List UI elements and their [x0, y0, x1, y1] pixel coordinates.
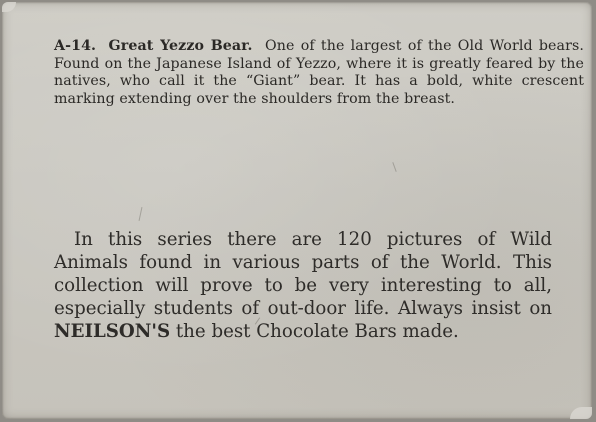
brand-name: NEILSON'S: [54, 321, 171, 342]
trading-card: [2, 2, 592, 419]
card-title: Great Yezzo Bear.: [108, 38, 253, 54]
description-text: One of the largest of the Old World bears. Found on the Japanese Island of Yezzo, where it is greatly feared by the natives, who call it the “Giant” bear. It has a bold, white crescent marking extending over the shoulders from the breast.: [54, 38, 584, 107]
surface-scratch: [392, 162, 396, 172]
card-number: A-14.: [54, 38, 97, 54]
worn-corner-bottom-right: [570, 407, 592, 419]
series-text-before: In this series there are 120 pictures of Wild Animals found in various parts of the World. This collection will prove to be very interesting to all, especially students of out-door life. Always insist on: [54, 229, 552, 319]
animal-description: [54, 38, 584, 108]
surface-scratch: [139, 207, 143, 221]
series-text-after: the best Chocolate Bars made.: [170, 321, 459, 342]
series-blurb: [54, 228, 552, 343]
worn-corner-top-left: [2, 2, 16, 12]
